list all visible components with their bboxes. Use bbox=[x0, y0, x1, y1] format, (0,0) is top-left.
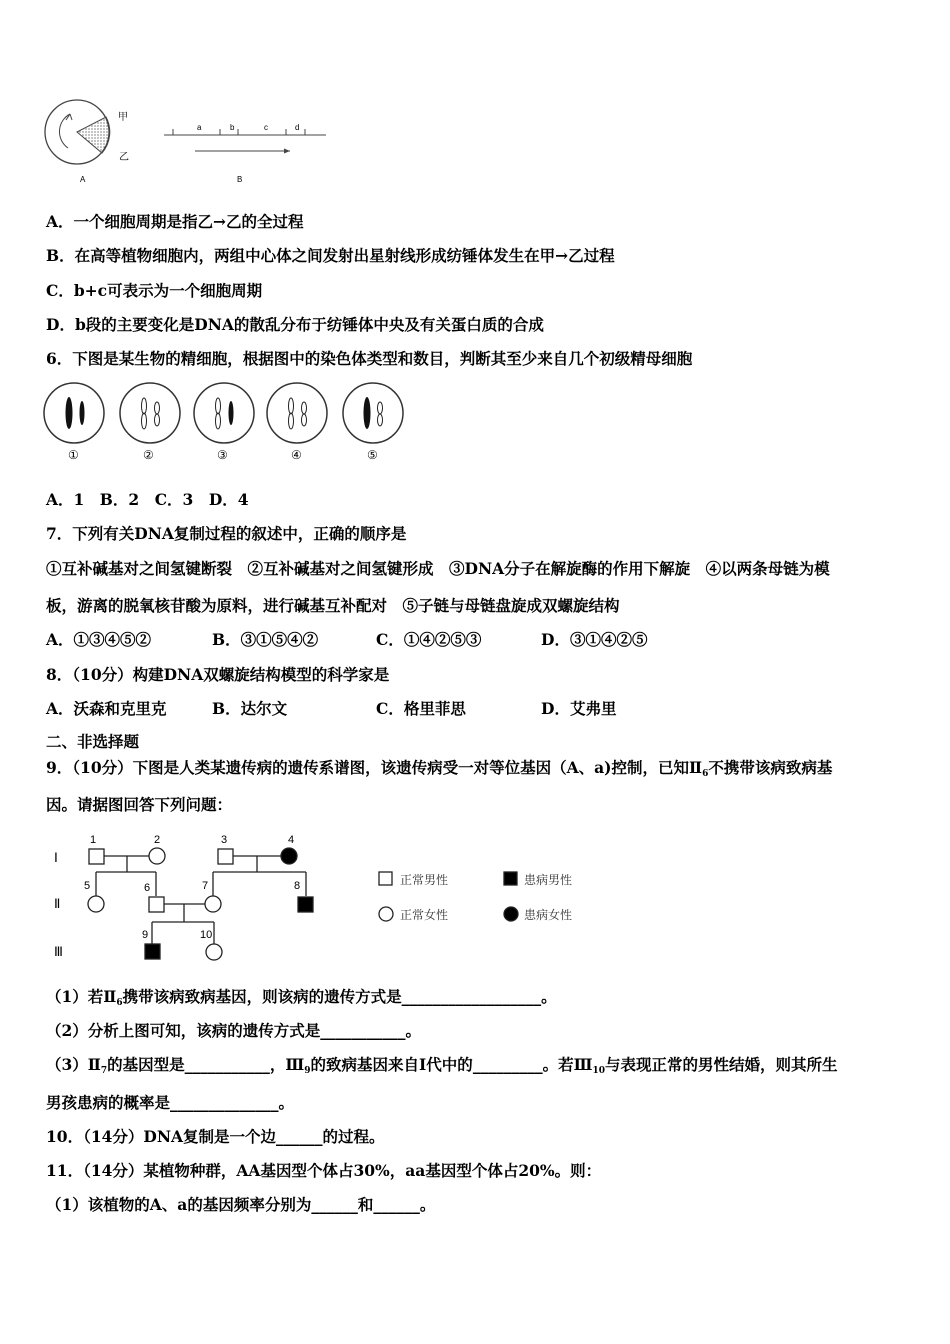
pedigree-figure bbox=[46, 826, 606, 966]
svg-text:5: 5 bbox=[84, 880, 91, 892]
svg-text:10: 10 bbox=[200, 929, 213, 941]
cell-label-5: ⑤ bbox=[367, 448, 378, 462]
pedigree-10-normal-female bbox=[206, 944, 222, 960]
q9-part3-line1: $(3)Ⅱ_7$的基因型是___________，$Ⅲ_9$的致病基因来自Ⅰ代中的_________。若$Ⅲ_{10}$与表现正常的男性结婚，则其所生 bbox=[46, 1055, 838, 1076]
q7-stem: 7．下列有关DNA复制过程的叙述中，正确的顺序是 bbox=[46, 524, 407, 543]
seg-d: d bbox=[295, 123, 300, 132]
section-title: 二、非选择题 bbox=[46, 732, 140, 751]
cycle-arrow bbox=[59, 114, 70, 148]
q8-option-a: A．沃森和克里克 bbox=[46, 699, 167, 718]
q8-option-c: C．格里菲思 bbox=[376, 699, 466, 718]
q11-part1: （1）该植物的A、a的基因频率分别为______和______。 bbox=[46, 1195, 436, 1214]
svg-text:3: 3 bbox=[221, 834, 228, 846]
q7-steps-line2: 板，游离的脱氧核苷酸为原料，进行碱基互补配对 ⑤子链与母链盘旋成双螺旋结构 bbox=[46, 596, 620, 615]
pedigree-3-normal-male bbox=[218, 849, 233, 864]
seg-b: b bbox=[230, 123, 235, 132]
legend-normal-male: 正常男性 bbox=[400, 873, 449, 887]
gen-III: Ⅲ bbox=[54, 944, 63, 959]
pedigree-8-affected-male bbox=[298, 897, 313, 912]
pedigree-4-affected-female bbox=[281, 848, 297, 864]
q9-part2: （2）分析上图可知，该病的遗传方式是___________。 bbox=[46, 1021, 422, 1040]
svg-text:2: 2 bbox=[154, 834, 161, 846]
q5-option-b: B．在高等植物细胞内，两组中心体之间发射出星射线形成纺锤体发生在甲→乙过程 bbox=[46, 246, 615, 265]
answer-blank[interactable]: ___________ bbox=[184, 1055, 270, 1074]
gen-I: Ⅰ bbox=[54, 850, 58, 865]
cell-label-1: ① bbox=[68, 448, 79, 462]
label-A: A bbox=[80, 175, 86, 184]
q8-option-d: D．艾弗里 bbox=[541, 699, 617, 718]
pedigree-6-normal-male bbox=[149, 897, 164, 912]
gen-II: Ⅱ bbox=[54, 896, 61, 911]
pedigree-9-affected-male bbox=[145, 944, 160, 959]
label-yi: 乙 bbox=[119, 152, 129, 163]
seg-c: c bbox=[264, 123, 268, 132]
answer-blank[interactable]: __________________ bbox=[401, 987, 542, 1006]
pedigree-7-normal-female bbox=[205, 896, 221, 912]
pedigree-2-normal-female bbox=[149, 848, 165, 864]
q7-option-b: B．③①⑤④② bbox=[212, 630, 319, 649]
seg-a: a bbox=[197, 123, 202, 132]
q7-option-d: D．③①④②⑤ bbox=[541, 630, 648, 649]
q9-stem-line2: 因。请据图回答下列问题： bbox=[46, 795, 233, 814]
q6-options: A．1 B．2 C．3 D．4 bbox=[46, 490, 249, 509]
svg-text:6: 6 bbox=[144, 882, 151, 894]
q5-option-a: A．一个细胞周期是指乙→乙的全过程 bbox=[46, 212, 304, 231]
q8-stem: 8．（10分）构建DNA双螺旋结构模型的科学家是 bbox=[46, 665, 390, 684]
legend-affected-male: 患病男性 bbox=[524, 873, 573, 887]
q8-option-b: B．达尔文 bbox=[212, 699, 288, 718]
cell-label-4: ④ bbox=[291, 448, 302, 462]
q7-steps-line1: ①互补碱基对之间氢键断裂 ②互补碱基对之间氢键形成 ③DNA分子在解旋酶的作用下解旋 ④以两条母链为模 bbox=[46, 559, 830, 578]
answer-blank[interactable]: ______________ bbox=[170, 1093, 279, 1112]
svg-text:9: 9 bbox=[142, 929, 149, 941]
pedigree-1-normal-male bbox=[89, 849, 104, 864]
legend-affected-female-icon bbox=[504, 907, 518, 921]
q5-option-c: C．b+c可表示为一个细胞周期 bbox=[46, 281, 263, 300]
q9-part3-line2: 男孩患病的概率是______________。 bbox=[46, 1093, 295, 1112]
cell-label-3: ③ bbox=[217, 448, 228, 462]
svg-text:4: 4 bbox=[288, 834, 295, 846]
legend-normal-female-icon bbox=[379, 907, 393, 921]
label-B: B bbox=[237, 175, 243, 184]
legend-affected-male-icon bbox=[504, 872, 517, 885]
pedigree-5-normal-female bbox=[88, 896, 104, 912]
legend-affected-female: 患病女性 bbox=[524, 908, 573, 922]
q6-stem: 6．下图是某生物的精细胞，根据图中的染色体类型和数目，判断其至少来自几个初级精母细胞 bbox=[46, 349, 693, 368]
label-jia: 甲 bbox=[118, 112, 128, 123]
cell-cycle-figure bbox=[40, 92, 340, 192]
q10-stem: 10．（14分）DNA复制是一个边______的过程。 bbox=[46, 1127, 385, 1146]
legend-normal-female: 正常女性 bbox=[400, 908, 449, 922]
svg-text:1: 1 bbox=[90, 834, 97, 846]
sperm-cells-figure bbox=[40, 380, 420, 470]
q9-part1: （1）若$Ⅱ_6$携带该病致病基因，则该病的遗传方式是__________________。 bbox=[46, 987, 557, 1008]
svg-text:7: 7 bbox=[202, 880, 209, 892]
q5-option-d: D．b段的主要变化是DNA的散乱分布于纺锤体中央及有关蛋白质的合成 bbox=[46, 315, 544, 334]
cell-label-2: ② bbox=[143, 448, 154, 462]
answer-blank[interactable]: _________ bbox=[472, 1055, 543, 1074]
shaded-sector bbox=[77, 117, 110, 153]
svg-text:8: 8 bbox=[294, 880, 301, 892]
q7-option-a: A．①③④⑤② bbox=[46, 630, 152, 649]
legend-normal-male-icon bbox=[379, 872, 392, 885]
answer-blank[interactable]: ___________ bbox=[320, 1021, 406, 1040]
q7-option-c: C．①④②⑤③ bbox=[376, 630, 482, 649]
q9-stem-line1: 9．（10分）下图是人类某遗传病的遗传系谱图，该遗传病受一对等位基因（A、a)控制，已知$Ⅱ_6$不携带该病致病基 bbox=[46, 758, 833, 779]
q11-stem: 11．（14分）某植物种群，AA基因型个体占30%，aa基因型个体占20%。则： bbox=[46, 1161, 602, 1180]
